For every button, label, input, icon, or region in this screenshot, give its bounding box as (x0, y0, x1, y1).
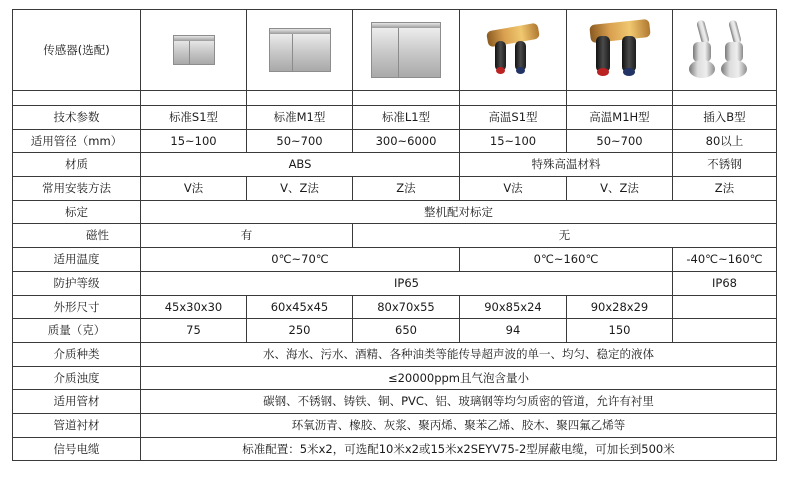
install-cell: V法 (141, 177, 247, 201)
protection-insert-cell: IP68 (673, 271, 777, 295)
sensor-m1-image (247, 10, 353, 91)
pipe-material-row (13, 390, 777, 414)
install-cell: V、Z法 (247, 177, 353, 201)
temperature-standard-cell: 0℃~70℃ (141, 248, 460, 272)
model-cell: 标准L1型 (353, 106, 460, 130)
weight-cell: 650 (353, 319, 460, 343)
magnetic-no-cell: 无 (353, 224, 777, 248)
size-row (13, 295, 777, 319)
weight-cell: 150 (567, 319, 673, 343)
model-cell: 高温M1H型 (567, 106, 673, 130)
blank-row (13, 91, 777, 106)
calibration-cell: 整机配对标定 (141, 200, 777, 224)
model-cell: 标准M1型 (247, 106, 353, 130)
sensor-hs1-image (460, 10, 567, 91)
install-cell: Z法 (673, 177, 777, 201)
medium-label: 介质种类 (13, 342, 141, 366)
diameter-label: 适用管径（mm） (13, 129, 141, 153)
lining-cell: 环氧沥青、橡胶、灰浆、聚丙烯、聚苯乙烯、胶木、聚四氟乙烯等 (141, 413, 777, 437)
sensor-hs1-icon (483, 23, 543, 77)
lining-label: 管道衬材 (13, 413, 141, 437)
diameter-cell: 15~100 (460, 129, 567, 153)
tech-param-row (13, 106, 777, 130)
material-high-temp-cell: 特殊高温材料 (460, 153, 673, 177)
turbidity-row (13, 366, 777, 390)
weight-cell: 250 (247, 319, 353, 343)
diameter-cell: 50~700 (567, 129, 673, 153)
turbidity-cell: ≤20000ppm且气泡含量小 (141, 366, 777, 390)
sensor-s1-icon (173, 35, 215, 65)
temperature-insert-cell: -40℃~160℃ (673, 248, 777, 272)
image-row (13, 10, 777, 91)
pipe-material-cell: 碳钢、不锈钢、铸铁、铜、PVC、铝、玻璃钢等均匀质密的管道，允许有衬里 (141, 390, 777, 414)
sensor-m1-icon (269, 28, 331, 72)
model-cell: 插入B型 (673, 106, 777, 130)
weight-label: 质量（克） (13, 319, 141, 343)
install-cell: V、Z法 (567, 177, 673, 201)
temperature-high-cell: 0℃~160℃ (460, 248, 673, 272)
weight-cell: 75 (141, 319, 247, 343)
cable-label: 信号电缆 (13, 437, 141, 461)
size-cell: 90x28x29 (567, 295, 673, 319)
diameter-row (13, 129, 777, 153)
diameter-cell: 50~700 (247, 129, 353, 153)
material-steel-cell: 不锈钢 (673, 153, 777, 177)
magnetic-label: 磁性 (13, 224, 141, 248)
sensor-optional-label: 传感器(选配) (13, 10, 141, 91)
calibration-label: 标定 (13, 200, 141, 224)
install-cell: V法 (460, 177, 567, 201)
pipe-material-label: 适用管材 (13, 390, 141, 414)
sensor-s1-image (141, 10, 247, 91)
medium-row (13, 342, 777, 366)
sensor-b-icon (685, 18, 765, 82)
temperature-label: 适用温度 (13, 248, 141, 272)
install-label: 常用安装方法 (13, 177, 141, 201)
cable-cell: 标准配置：5米x2，可选配10米x2或15米x2SEYV75-2型屏蔽电缆，可加长到500米 (141, 437, 777, 461)
diameter-cell: 80以上 (673, 129, 777, 153)
diameter-cell: 15~100 (141, 129, 247, 153)
turbidity-label: 介质浊度 (13, 366, 141, 390)
weight-cell: 94 (460, 319, 567, 343)
material-row (13, 153, 777, 177)
calibration-row (13, 200, 777, 224)
magnetic-row (13, 224, 777, 248)
protection-row (13, 271, 777, 295)
temperature-row (13, 248, 777, 272)
material-label: 材质 (13, 153, 141, 177)
sensor-b-image (673, 10, 777, 91)
sensor-l1-image (353, 10, 460, 91)
sensor-spec-table (12, 9, 777, 461)
size-cell: 90x85x24 (460, 295, 567, 319)
size-cell: 45x30x30 (141, 295, 247, 319)
cable-row (13, 437, 777, 461)
sensor-m1h-image (567, 10, 673, 91)
protection-main-cell: IP65 (141, 271, 673, 295)
size-cell: 60x45x45 (247, 295, 353, 319)
install-cell: Z法 (353, 177, 460, 201)
sensor-l1-icon (371, 22, 441, 78)
size-cell (673, 295, 777, 319)
tech-param-label: 技术参数 (13, 106, 141, 130)
model-cell: 标准S1型 (141, 106, 247, 130)
size-cell: 80x70x55 (353, 295, 460, 319)
weight-row (13, 319, 777, 343)
medium-cell: 水、海水、污水、酒精、各种油类等能传导超声波的单一、均匀、稳定的液体 (141, 342, 777, 366)
model-cell: 高温S1型 (460, 106, 567, 130)
lining-row (13, 413, 777, 437)
size-label: 外形尺寸 (13, 295, 141, 319)
magnetic-yes-cell: 有 (141, 224, 353, 248)
protection-label: 防护等级 (13, 271, 141, 295)
weight-cell (673, 319, 777, 343)
material-abs-cell: ABS (141, 153, 460, 177)
diameter-cell: 300~6000 (353, 129, 460, 153)
sensor-m1h-icon (584, 20, 656, 80)
install-row (13, 177, 777, 201)
